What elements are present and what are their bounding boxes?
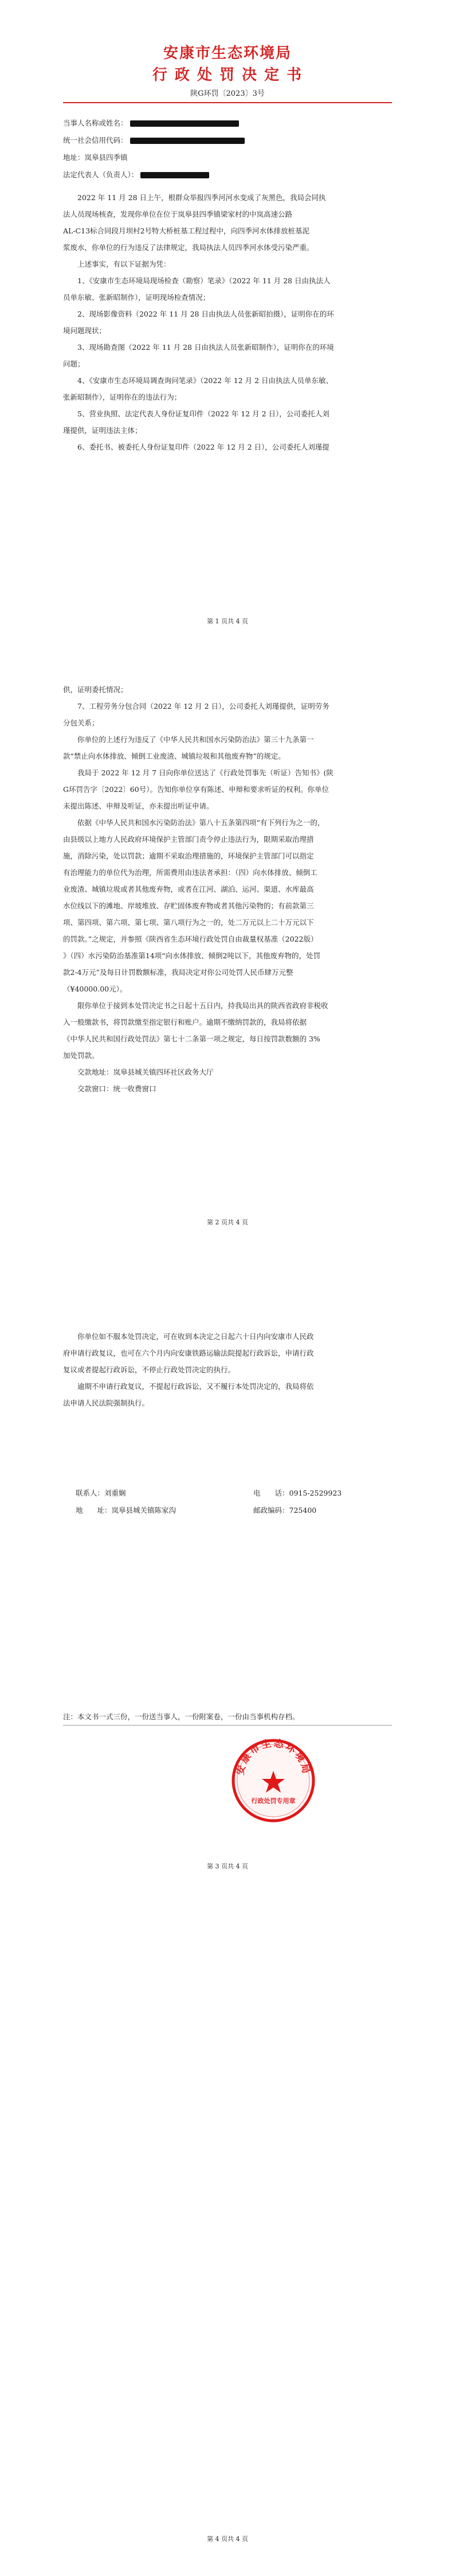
para-line: 》（四）水污染防治基准第14项“向水体排放、倾倒2吨以下，其他废弃物的，处罚	[63, 951, 321, 960]
postal-row	[253, 1505, 392, 1516]
page-number: 第 4 页共 4 页	[207, 2535, 248, 2543]
para-line: （¥40000.00元）。	[63, 985, 127, 993]
official-seal	[230, 1738, 316, 1824]
para-line: 入一般缴款书，将罚款缴至指定银行和账户。逾期不缴纳罚款的，我局将依据	[63, 1018, 307, 1027]
legal-rep-row	[63, 169, 392, 181]
redaction-bar	[130, 138, 245, 144]
para-line: 有治理能力的单位代为治理，所需费用由违法者承担：（四）向水体排放、倾倒工	[63, 868, 317, 877]
para-line: 复议或者提起行政诉讼，不停止行政处罚决定的执行。	[63, 1365, 236, 1374]
redaction-bar	[130, 120, 239, 127]
agency-title: 安康市生态环境局	[163, 45, 292, 62]
postal-label: 邮政编码：	[253, 1506, 289, 1515]
page1-body	[63, 189, 392, 455]
phone-value: 0915-2529923	[289, 1489, 342, 1497]
page-4	[0, 1932, 455, 2576]
page3-body	[63, 1328, 392, 1411]
legal-rep-label: 法定代表人（负责人）：	[63, 170, 139, 179]
seal-ring-text: 安康市生态环境局	[234, 1738, 312, 1777]
para-line: 由县级以上地方人民政府环境保护主管部门责令停止违法行为，限期采取治理措	[63, 835, 314, 844]
page-number: 第 1 页共 4 页	[207, 618, 248, 625]
para-line: 未提出陈述、申辩及听证，亦未提出听证申请。	[63, 802, 214, 810]
party-address: 地址：岚皋县四季镇	[63, 153, 128, 162]
para-line: 施，消除污染，处以罚款；逾期不采取治理措施的，环境保护主管部门可以指定	[63, 852, 314, 860]
postal-value: 725400	[289, 1506, 317, 1515]
party-name-label: 当事人名称或姓名：	[63, 119, 128, 127]
redaction-bar	[140, 172, 209, 178]
para-line: 水位线以下的滩地、岸坡堆放、存贮固体废弃物或者其他污染物的；有前款第三	[63, 901, 314, 910]
para-line: 供，证明委托情况；	[63, 685, 128, 694]
para-line: 1、《安康市生态环境局现场检查（勘察）笔录》（2022 年 11 月 28 日由执法人	[77, 276, 331, 285]
para-line: 限你单位于接到本处罚决定书之日起十五日内，持我局出具的陕西省政府非税收	[77, 1001, 328, 1010]
para-line: 2、现场影像资料（2022 年 11 月 28 日由执法人员张新昭拍摄），证明你在的环	[77, 310, 334, 318]
para-line: 你单位的上述行为违反了《中华人民共和国水污染防治法》第三十九条第一	[77, 735, 314, 744]
copies-note: 注：本文书一式三份，一份送当事人，一份附案卷，一份由当事机构存档。	[63, 1712, 300, 1721]
para-line: 逾期不申请行政复议，不提起行政诉讼，又不履行本处罚决定的，我局将依	[77, 1382, 314, 1391]
para-line: 浆废水，你单位的行为违反了法律规定，我局执法人员四季河水体受污染严重。	[63, 243, 314, 252]
para-line: 法申请人民法院强制执行。	[63, 1399, 150, 1407]
party-name-row	[63, 118, 392, 129]
para-line: 3、现场勘查图（2022 年 11 月 28 日由执法人员张新昭制作），证明你在的环境	[77, 343, 334, 352]
para-line: 张新昭制作），证明你在的违法行为；	[63, 393, 182, 401]
para-line: 4、《安康市生态环境局调查询问笔录》（2022 年 12 月 2 日由执法人员单东敏、	[77, 376, 333, 385]
seal-center-text: 行政处罚专用章	[251, 1797, 296, 1805]
phone-row	[253, 1488, 392, 1499]
payment-address: 交款地址：岚皋县城关镇四环社区政务大厅	[77, 1068, 214, 1076]
para-line: 我局于 2022 年 12 月 7 日向你单位送达了《行政处罚事先（听证）告知书》(陕	[77, 768, 334, 777]
page-number: 第 3 页共 4 页	[207, 1863, 248, 1870]
para-line: 依据《中华人民共和国水污染防治法》第八十五条第四项“有下列行为之一的，	[77, 818, 325, 827]
payment-window: 交款窗口：统一收费窗口	[77, 1084, 156, 1093]
para-line: 员单东敏、张新昭制作），证明现场检查情况；	[63, 293, 210, 302]
para-line: 款“禁止向水体排放、倾倒工业废渣、城镇垃圾和其他废弃物”的规定。	[63, 752, 285, 760]
para-line: 瑾提供，证明违法主体；	[63, 426, 142, 435]
page-number: 第 2 页共 4 页	[207, 1219, 248, 1226]
para-line: 《中华人民共和国行政处罚法》第七十二条第一项之规定，每日按罚款数额的 3%	[63, 1035, 320, 1043]
credit-code-label: 统一社会信用代码：	[63, 136, 128, 145]
page-3	[0, 1288, 455, 1932]
document-number: 陕G环罚〔2023〕3号	[190, 89, 265, 98]
credit-code-row	[63, 135, 392, 146]
para-line: 分包关系；	[63, 719, 99, 727]
para-line: 问题；	[63, 360, 85, 368]
phone-label: 电 话：	[253, 1489, 289, 1497]
para-line: 府申请行政复议，也可在六个月内向安康铁路运输法院提起行政诉讼，申请行政	[63, 1349, 314, 1357]
note-divider	[63, 1725, 392, 1726]
para-line: 项、第四项、第六项、第七项、第八项行为之一的，处二万元以上二十万元以下	[63, 918, 314, 927]
para-line: 法人员现场核查，发现你单位在位于岚皋县四季镇梁家村的中岚高速公路	[63, 210, 293, 218]
para-line: 款2-4万元”及每日计罚数额标准，我局决定对你公司处罚人民币肆万元整	[63, 968, 293, 977]
para-line: 2022 年 11 月 28 日上午，根群众举报四季河河水变成了灰黑色，我局会同执	[77, 193, 326, 202]
para-line: 境问题现状；	[63, 326, 107, 335]
para-line: 上述事实，有以下证据为凭：	[77, 260, 171, 268]
document-title: 行 政 处 罚 决 定 书	[152, 67, 303, 84]
para-line: 加处罚款。	[63, 1051, 99, 1060]
para-line: AL-C13标合同段月坝村2号特大桥桩基工程过程中，向四季河水体排放桩基泥	[63, 227, 309, 235]
para-line: G环罚告字〔2022〕60号）。告知你单位享有陈述、申辩和要求听证的权利。你单位	[63, 785, 329, 794]
para-line: 6、委托书、被委托人身份证复印件（2022 年 12 月 2 日），公司委托人刘瑾提	[77, 443, 330, 451]
page2-body	[63, 681, 392, 1097]
para-line: 业废渣、城镇垃圾或者其他废弃物，或者在江河、湖泊、运河、渠道、水库最高	[63, 885, 314, 893]
para-line: 7、工程劳务分包合同（2022 年 12 月 2 日），公司委托人刘瑾提供，证明劳务	[77, 702, 330, 711]
office-address: 地 址：岚皋县城关镇陈家沟	[76, 1506, 176, 1515]
para-line: 5、营业执照、法定代表人身份证复印件（2022 年 12 月 2 日），公司委托人刘	[77, 409, 330, 418]
page-2	[0, 644, 455, 1288]
contact-person: 联系人：刘重娴	[76, 1489, 126, 1497]
para-line: 你单位如不服本处罚决定，可在收到本决定之日起六十日内向安康市人民政	[77, 1332, 314, 1341]
header-divider	[63, 102, 392, 103]
para-line: 的罚款。”之规定，并参照《陕西省生态环境行政处罚自由裁量权基准（2022版）	[63, 935, 318, 943]
page-1	[0, 0, 455, 644]
